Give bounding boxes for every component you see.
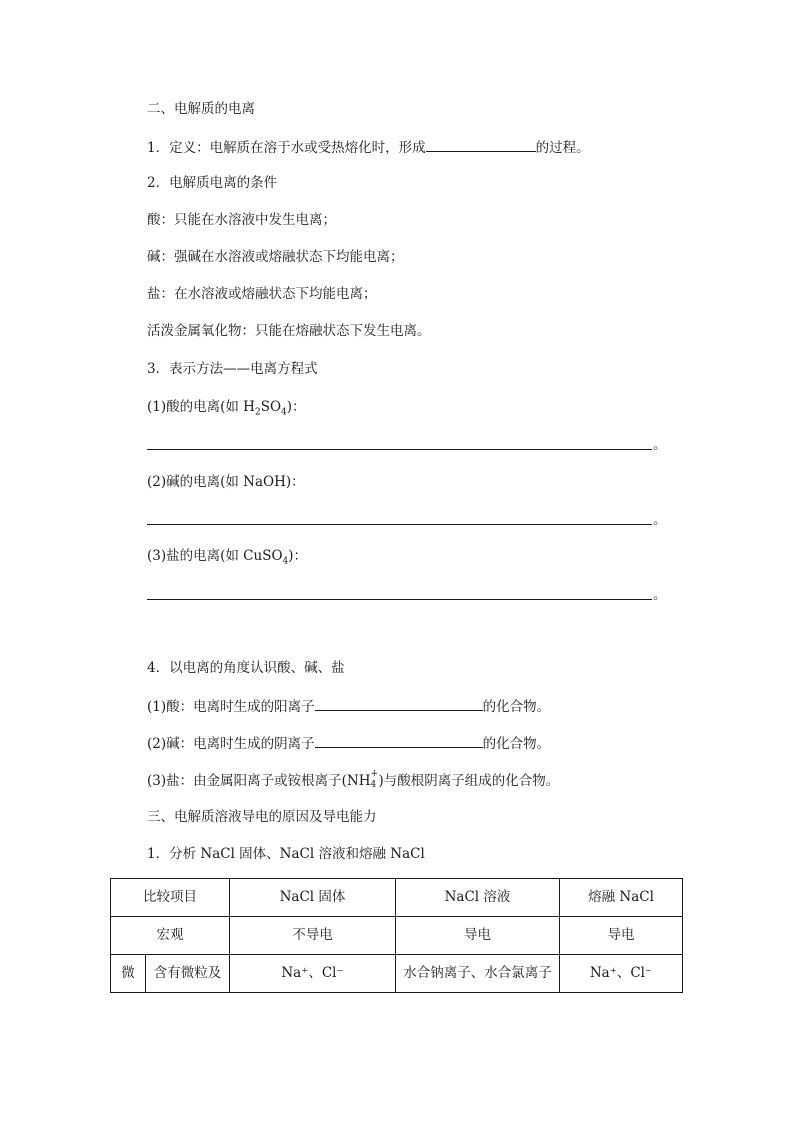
- macro-col3: 导电: [560, 917, 683, 955]
- eq3-text-b: )：: [288, 548, 308, 564]
- macro-col1: 不导电: [230, 917, 396, 955]
- nh4-sup: +: [370, 769, 379, 779]
- header-col3: 熔融 NaCl: [560, 879, 683, 917]
- acid-equation-label: [147, 398, 306, 422]
- acid-def-prefix: (1)酸：电离时生成的阳离子: [147, 699, 315, 715]
- view-title: 4．以电离的角度认识酸、碱、盐: [147, 660, 345, 676]
- base-def-blank: [315, 733, 483, 748]
- representation-title: 3．表示方法——电离方程式: [147, 361, 318, 377]
- base-def-suffix: 的化合物。: [482, 736, 551, 752]
- salt-def-b: )与酸根阴离子组成的化合物。: [378, 773, 560, 789]
- table-row-macro: [111, 917, 683, 955]
- base-equation-label: (2)碱的电离(如 NaOH)：: [147, 474, 305, 490]
- micro-group: 微: [111, 955, 146, 993]
- micro-col3: Na⁺、Cl⁻: [560, 955, 683, 993]
- analysis-title: 1．分析 NaCl 固体、NaCl 溶液和熔融 NaCl: [147, 846, 425, 862]
- eq3-sub: 4: [282, 556, 289, 567]
- acid-condition: 酸：只能在水溶液中发生电离；: [147, 212, 336, 228]
- nh4-sub: 4: [370, 780, 377, 790]
- eq1-text-a: (1)酸的电离(如 H: [147, 399, 255, 415]
- comparison-table: [110, 878, 683, 993]
- header-col2: NaCl 溶液: [396, 879, 560, 917]
- nh4-script: [370, 769, 379, 790]
- acid-equation-period: 。: [653, 437, 667, 453]
- oxide-condition: 活泼金属氧化物：只能在熔融状态下发生电离。: [147, 323, 431, 339]
- eq1-text-c: )：: [286, 399, 306, 415]
- eq1-text-b: SO: [260, 399, 282, 415]
- salt-equation-period: 。: [653, 587, 667, 603]
- salt-def-a: (3)盐：由金属阳离子或铵根离子(NH: [147, 773, 371, 789]
- salt-condition: 盐：在水溶液或熔融状态下均能电离；: [147, 286, 377, 302]
- base-equation-period: 。: [653, 512, 667, 528]
- salt-equation-blank: [147, 599, 652, 600]
- salt-definition: [147, 771, 559, 790]
- base-equation-blank: [147, 524, 652, 525]
- eq1-sub-2: 4: [281, 407, 287, 418]
- header-item: 比较项目: [111, 879, 230, 917]
- micro-col1: Na⁺、Cl⁻: [230, 955, 396, 993]
- salt-equation-label: [147, 547, 307, 571]
- acid-def-suffix: 的化合物。: [482, 699, 551, 715]
- micro-col2: 水合钠离子、水合氯离子: [396, 955, 560, 993]
- header-col1: NaCl 固体: [230, 879, 396, 917]
- base-condition: 碱：强碱在水溶液或熔融状态下均能电离；: [147, 249, 404, 265]
- definition-line: [147, 137, 590, 157]
- macro-col2: 导电: [396, 917, 560, 955]
- section3-heading: 三、电解质溶液导电的原因及导电能力: [147, 809, 377, 825]
- definition-prefix: 1．定义：电解质在溶于水或受热熔化时，形成: [147, 140, 426, 156]
- acid-definition: [147, 696, 550, 716]
- table-row-micro: [111, 955, 683, 993]
- eq3-text-a: (3)盐的电离(如 CuSO: [147, 548, 283, 564]
- acid-def-blank: [315, 696, 483, 711]
- condition-title: 2．电解质电离的条件: [147, 175, 278, 191]
- micro-label: 含有微粒及: [146, 955, 230, 993]
- base-definition: [147, 733, 550, 753]
- definition-suffix: 的过程。: [535, 140, 590, 156]
- base-def-prefix: (2)碱：电离时生成的阴离子: [147, 736, 315, 752]
- eq1-sub-1: 2: [254, 407, 261, 418]
- acid-equation-blank: [147, 449, 652, 450]
- table-header-row: [111, 879, 683, 917]
- definition-blank: [426, 137, 536, 152]
- section2-heading: 二、电解质的电离: [147, 101, 255, 117]
- macro-label: 宏观: [111, 917, 230, 955]
